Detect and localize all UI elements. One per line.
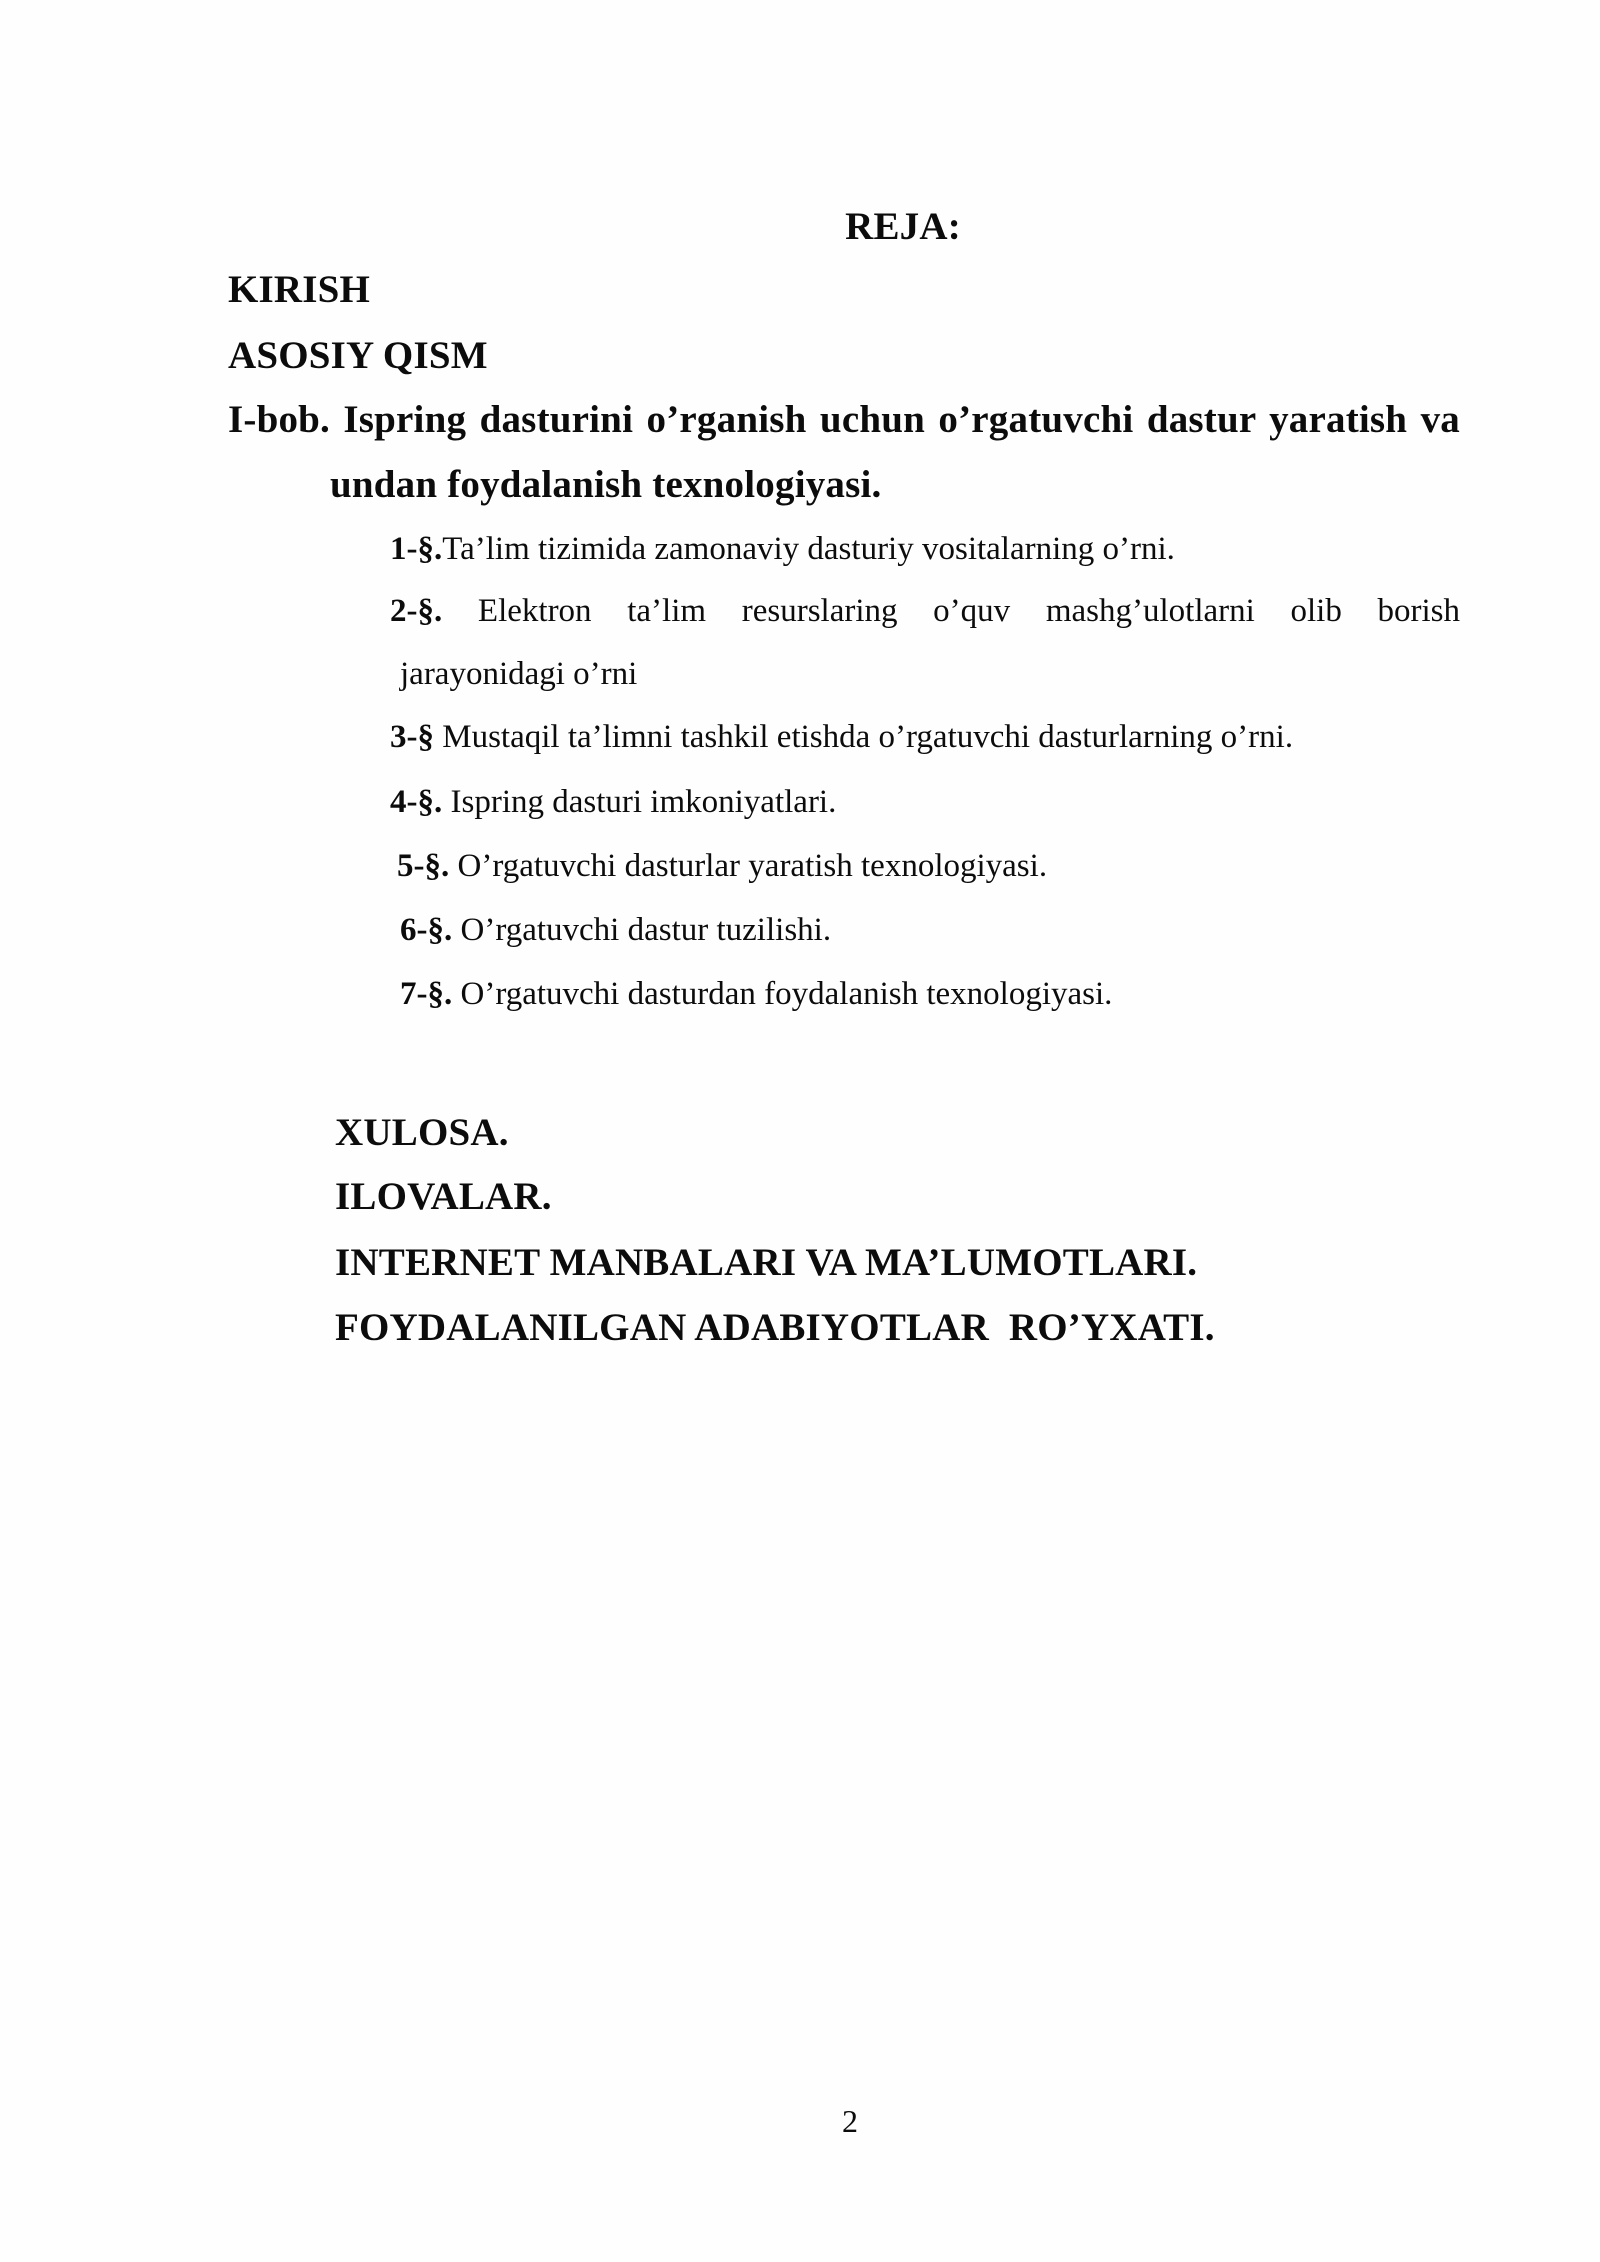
section-number-7: 7-§. <box>400 976 453 1012</box>
section-number-4: 4-§. <box>390 784 443 820</box>
section-title-5: O’rgatuvchi dasturlar yaratish texnologiyasi. <box>449 848 1048 884</box>
closing-item-xulosa: XULOSA. <box>335 1111 509 1154</box>
page-title: REJA: <box>845 205 961 248</box>
outline-asosiy-qism: ASOSIY QISM <box>228 334 488 377</box>
outline-kirish: KIRISH <box>228 268 371 311</box>
section-title-7: O’rgatuvchi dasturdan foydalanish texnologiyasi. <box>452 976 1113 1012</box>
section-item-5 <box>397 846 1047 886</box>
section-title-2: Elektron ta’lim resurslaring o’quv mashg’ulotlarni olib borish <box>442 593 1460 629</box>
closing-item-adabiyotlar-royxati: FOYDALANILGAN ADABIYOTLAR RO’YXATI. <box>335 1306 1215 1349</box>
section-item-7 <box>400 974 1112 1014</box>
section-item-6 <box>400 910 831 950</box>
section-title-3: Mustaqil ta’limni tashkil etishda o’rgatuvchi dasturlarning o’rni. <box>434 719 1294 755</box>
closing-item-internet-manbalari: INTERNET MANBALARI VA MA’LUMOTLARI. <box>335 1241 1198 1284</box>
closing-item-ilovalar: ILOVALAR. <box>335 1175 552 1218</box>
page-number: 2 <box>842 2103 858 2139</box>
section-number-3: 3-§ <box>390 719 434 755</box>
chapter-heading-line2: undan foydalanish texnologiyasi. <box>330 463 882 506</box>
section-item-2-runover <box>400 654 637 694</box>
section-item-3 <box>390 717 1293 757</box>
section-item-4 <box>390 782 836 822</box>
section-title-2-continued: jarayonidagi o’rni <box>400 656 638 692</box>
section-number-1: 1-§. <box>390 531 443 567</box>
section-number-2: 2-§. <box>390 593 443 629</box>
section-title-4: Ispring dasturi imkoniyatlari. <box>442 784 837 820</box>
section-title-1: Ta’lim tizimida zamonaviy dasturiy vositalarning o’rni. <box>442 531 1175 567</box>
chapter-heading-line1: I-bob. Ispring dasturini o’rganish uchun o’rgatuvchi dastur yaratish va <box>228 398 1460 441</box>
section-item-1 <box>390 529 1175 569</box>
section-item-2 <box>390 591 1460 631</box>
section-number-6: 6-§. <box>400 912 453 948</box>
section-title-6: O’rgatuvchi dastur tuzilishi. <box>452 912 832 948</box>
section-number-5: 5-§. <box>397 848 450 884</box>
